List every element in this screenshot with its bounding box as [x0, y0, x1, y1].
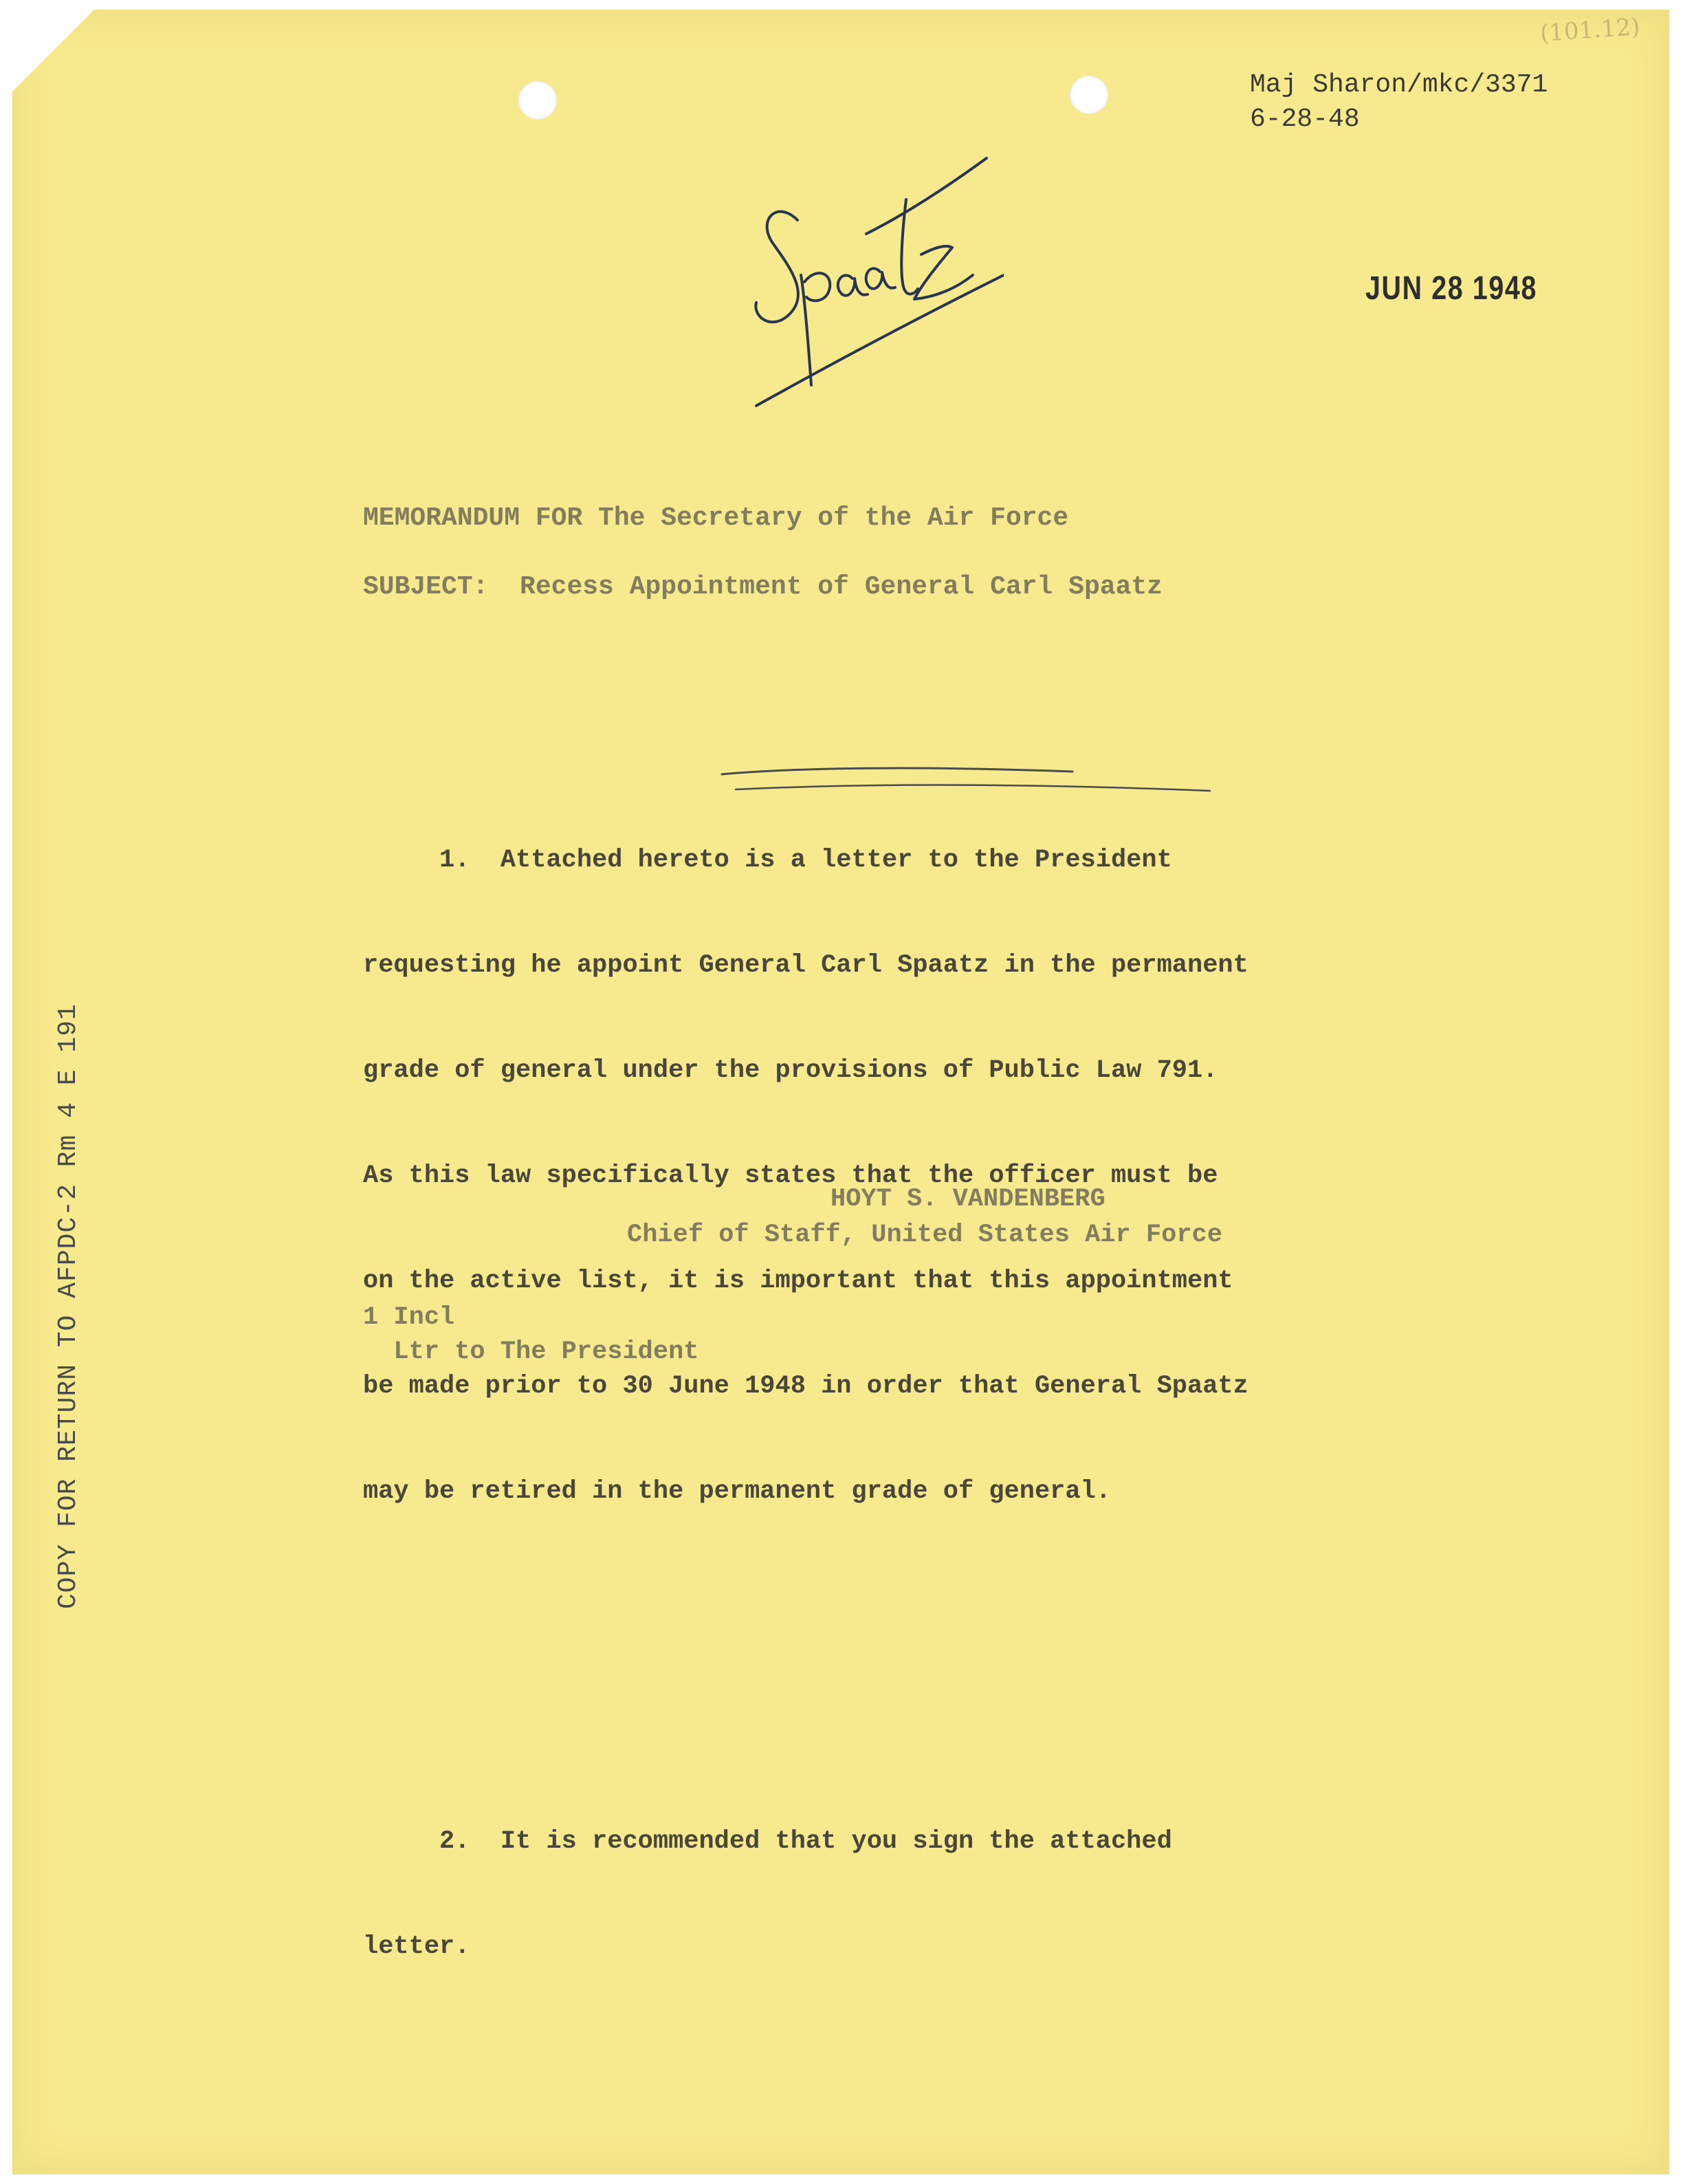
paragraph-1-line: requesting he appoint General Carl Spaatz in the permanent [363, 951, 1248, 980]
paragraph-1-line: As this law specifically states that the officer must be [363, 1161, 1218, 1190]
paragraph-2-line: letter. [363, 1932, 470, 1961]
pencil-underline [715, 762, 1306, 803]
reference-line-2: 6-28-48 [1250, 105, 1360, 134]
paragraph-1-line: grade of general under the provisions of Public Law 791. [363, 1056, 1218, 1085]
signer-title: Chief of Staff, United States Air Force [627, 1221, 1222, 1249]
memorandum-line: MEMORANDUM FOR The Secretary of the Air Force [363, 503, 1069, 533]
signer-name: HOYT S. VANDENBERG [830, 1185, 1106, 1214]
signature-z-stroke [914, 246, 973, 299]
enclosure-count: 1 Incl [363, 1303, 455, 1332]
paragraph-2-line: 2. It is recommended that you sign the attached [363, 1827, 1172, 1856]
corner-mark: (101.12) [1539, 12, 1641, 48]
paragraph-1-line: on the active list, it is important that this appointment [363, 1267, 1233, 1296]
torn-corner [12, 10, 143, 147]
paragraph-1-line: 1. Attached hereto is a letter to the President [363, 846, 1172, 875]
handwritten-signature [715, 117, 1004, 419]
subject-line: SUBJECT: Recess Appointment of General Carl Spaatz [363, 572, 1163, 602]
date-stamp: JUN 28 1948 [1365, 270, 1537, 307]
paragraph-1 [363, 773, 1367, 1580]
side-routing-note: COPY FOR RETURN TO AFPDC-2 Rm 4 E 191 [54, 1003, 83, 1609]
punch-hole-right [1070, 76, 1108, 114]
signature-t-cross [866, 158, 987, 234]
signature-s-stroke [756, 212, 798, 323]
reference-line-1: Maj Sharon/mkc/3371 [1250, 70, 1548, 100]
memo-body [363, 703, 1367, 2070]
enclosure-description: Ltr to The President [363, 1337, 699, 1366]
paragraph-1-line: may be retired in the permanent grade of general. [363, 1477, 1111, 1506]
paragraph-1-line: be made prior to 30 June 1948 in order that General Spaatz [363, 1372, 1248, 1401]
punch-hole-left [518, 81, 557, 120]
paragraph-2 [363, 1754, 1367, 2035]
signature-a-stroke [838, 268, 895, 295]
signature-flourish [756, 275, 1004, 406]
